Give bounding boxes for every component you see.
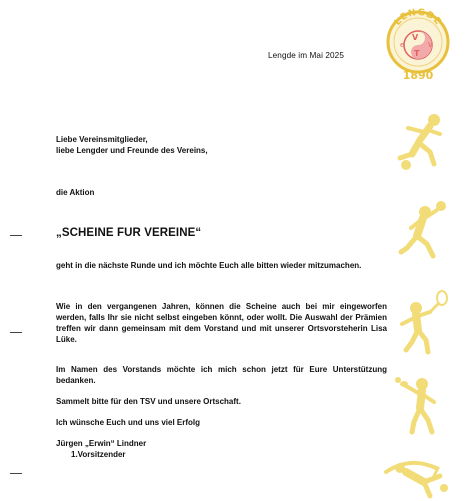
logo-letter-t: T <box>414 49 420 58</box>
logo-letter-e: e <box>400 41 405 49</box>
logo-letter-v1: V <box>412 33 419 42</box>
date-line: Lengde im Mai 2025 <box>268 51 344 60</box>
club-logo <box>386 2 450 84</box>
signature-title: 1.Vorsitzender <box>71 450 126 459</box>
fold-mark-bottom <box>10 473 22 474</box>
club-logo-icon <box>386 2 450 84</box>
paragraph-1: geht in die nächste Runde und ich möchte Euch alle bitten wieder mitzumachen. <box>56 261 362 270</box>
paragraph-4: Sammelt bitte für den TSV und unsere Ortschaft. <box>56 397 241 406</box>
soccer-player-icon <box>390 110 450 172</box>
table-tennis-player-icon <box>392 372 448 436</box>
logo-top-text: LENGDE <box>392 7 444 28</box>
fold-mark-top <box>10 235 22 236</box>
greeting-line-1: Liebe Vereinsmitglieder, <box>56 135 148 144</box>
greeting-line-2: liebe Lengder und Freunde des Vereins, <box>56 146 208 155</box>
campaign-heading: „SCHEINE FUR VEREINE“ <box>56 227 202 239</box>
fold-mark-middle <box>10 332 22 333</box>
signature-name: Jürgen „Erwin“ Lindner <box>56 439 147 448</box>
paragraph-3: Im Namen des Vorstands möchte ich mich schon jetzt für Eure Unterstützung bedanken. <box>56 365 387 385</box>
logo-year: 1890 <box>402 69 434 82</box>
paragraph-2: Wie in den vergangenen Jahren, können die Scheine auch bei mir eingeworfen werden, falls Ihr sie nicht selbst eingeben könnt, oder wollt. Die Auswahl der Prämien treffen wir dann gemeinsam mit dem Vorstand und mit unserer Ortsvorsteherin Lisa Lüke. <box>56 302 387 344</box>
gymnast-icon <box>380 458 460 501</box>
volleyball-player-icon <box>395 198 455 262</box>
intro-line: die Aktion <box>56 188 95 197</box>
paragraph-5: Ich wünsche Euch und uns viel Erfolg <box>56 418 201 427</box>
logo-letter-v2: V <box>428 41 433 49</box>
tennis-player-icon <box>392 290 452 356</box>
